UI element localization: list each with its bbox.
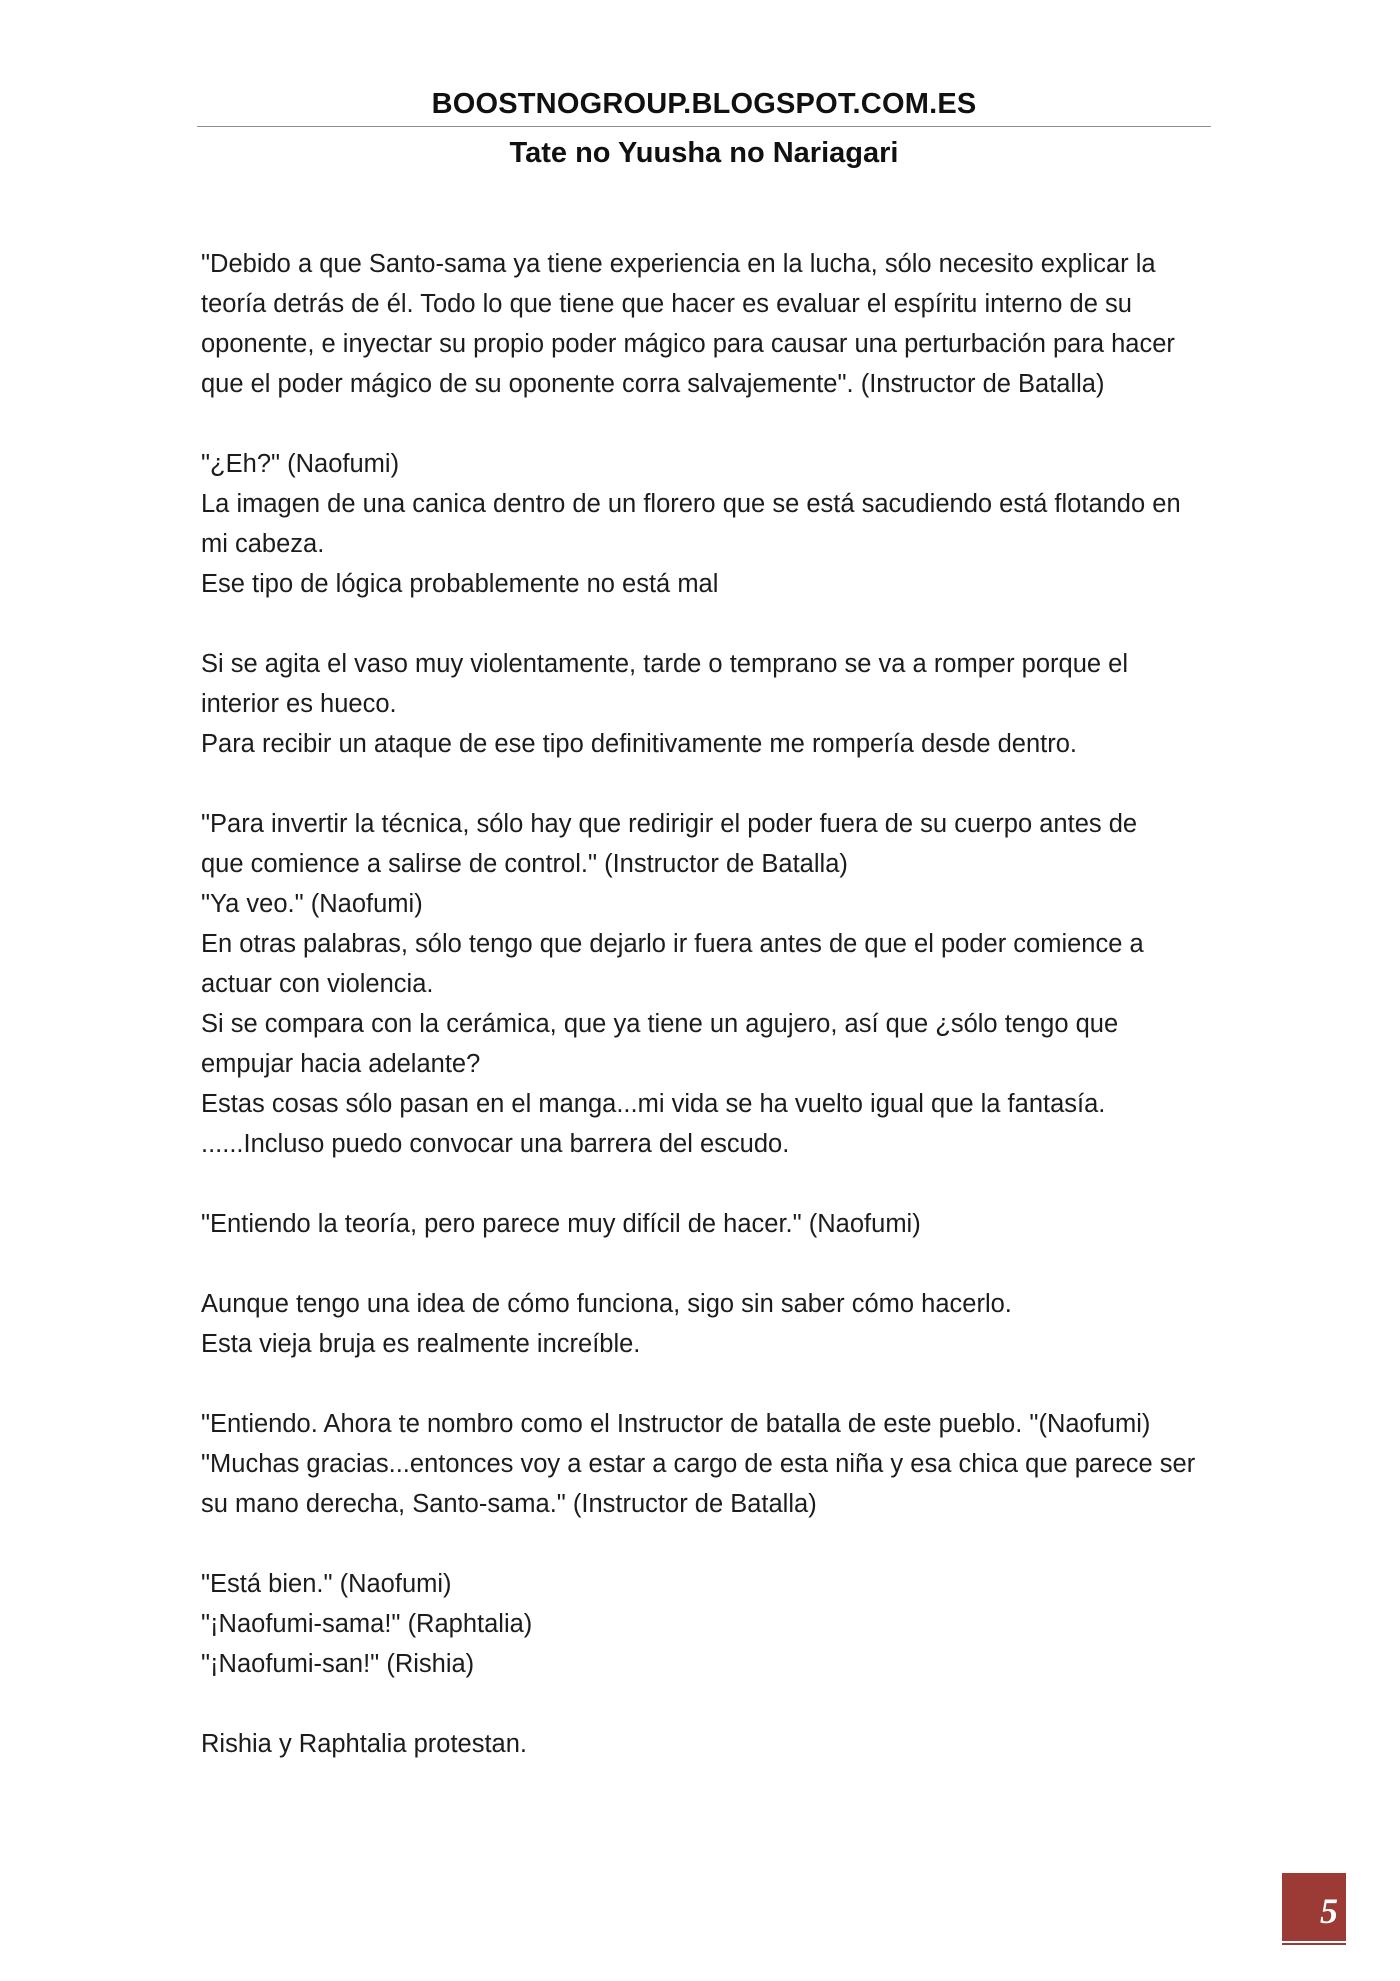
paragraph bbox=[201, 1724, 1211, 1764]
paragraph bbox=[201, 1404, 1211, 1524]
text-line: La imagen de una canica dentro de un florero que se está sacudiendo está flotando en bbox=[201, 490, 1181, 518]
text-line: que el poder mágico de su oponente corra salvajemente". (Instructor de Batalla) bbox=[201, 370, 1105, 398]
text-line: En otras palabras, sólo tengo que dejarlo ir fuera antes de que el poder comience a bbox=[201, 930, 1144, 958]
text-line: interior es hueco. bbox=[201, 690, 397, 718]
text-line: Rishia y Raphtalia protestan. bbox=[201, 1730, 528, 1758]
text-line: ......Incluso puedo convocar una barrera del escudo. bbox=[201, 1130, 790, 1158]
text-line: Aunque tengo una idea de cómo funciona, sigo sin saber cómo hacerlo. bbox=[201, 1290, 1012, 1318]
text-line: "Está bien." (Naofumi) bbox=[201, 1570, 452, 1598]
text-line: "¡Naofumi-sama!" (Raphtalia) bbox=[201, 1610, 533, 1638]
paragraph bbox=[201, 804, 1211, 1164]
text-line: "Entiendo. Ahora te nombro como el Instructor de batalla de este pueblo. "(Naofumi) bbox=[201, 1410, 1151, 1438]
page-body bbox=[201, 244, 1211, 1804]
text-line: "Ya veo." (Naofumi) bbox=[201, 890, 423, 918]
text-line: "Entiendo la teoría, pero parece muy difícil de hacer." (Naofumi) bbox=[201, 1210, 921, 1238]
page-header bbox=[197, 86, 1211, 171]
text-line: oponente, e inyectar su propio poder mágico para causar una perturbación para hacer bbox=[201, 330, 1175, 358]
text-line: "¿Eh?" (Naofumi) bbox=[201, 450, 400, 478]
text-line: actuar con violencia. bbox=[201, 970, 434, 998]
site-name: BOOSTNOGROUP.BLOGSPOT.COM.ES bbox=[431, 88, 977, 120]
text-line: "Muchas gracias...entonces voy a estar a cargo de esta niña y esa chica que parece ser bbox=[201, 1450, 1196, 1478]
text-line: Si se compara con la cerámica, que ya tiene un agujero, así que ¿sólo tengo que bbox=[201, 1010, 1119, 1038]
page-number-underline bbox=[1282, 1943, 1346, 1945]
text-line: "Debido a que Santo-sama ya tiene experiencia en la lucha, sólo necesito explicar la bbox=[201, 250, 1156, 278]
header-divider bbox=[197, 126, 1211, 127]
text-line: Si se agita el vaso muy violentamente, tarde o temprano se va a romper porque el bbox=[201, 650, 1129, 678]
text-line: Para recibir un ataque de ese tipo definitivamente me rompería desde dentro. bbox=[201, 730, 1078, 758]
page-number-badge bbox=[1282, 1873, 1346, 1941]
text-line: teoría detrás de él. Todo lo que tiene que hacer es evaluar el espíritu interno de su bbox=[201, 290, 1132, 318]
text-line: Estas cosas sólo pasan en el manga...mi vida se ha vuelto igual que la fantasía. bbox=[201, 1090, 1106, 1118]
paragraph bbox=[201, 1284, 1211, 1364]
paragraph bbox=[201, 1564, 1211, 1684]
paragraph bbox=[201, 644, 1211, 764]
paragraph bbox=[201, 1204, 1211, 1244]
paragraph bbox=[201, 244, 1211, 404]
series-title: Tate no Yuusha no Nariagari bbox=[509, 137, 899, 169]
text-line: "Para invertir la técnica, sólo hay que redirigir el poder fuera de su cuerpo antes de bbox=[201, 810, 1138, 838]
text-line: "¡Naofumi-san!" (Rishia) bbox=[201, 1650, 475, 1678]
text-line: que comience a salirse de control." (Instructor de Batalla) bbox=[201, 850, 848, 878]
text-line: mi cabeza. bbox=[201, 530, 325, 558]
paragraph bbox=[201, 444, 1211, 604]
text-line: Esta vieja bruja es realmente increíble. bbox=[201, 1330, 641, 1358]
text-line: su mano derecha, Santo-sama." (Instructor de Batalla) bbox=[201, 1490, 817, 1518]
text-line: Ese tipo de lógica probablemente no está mal bbox=[201, 570, 719, 598]
page-number: 5 bbox=[1320, 1891, 1338, 1931]
text-line: empujar hacia adelante? bbox=[201, 1050, 481, 1078]
